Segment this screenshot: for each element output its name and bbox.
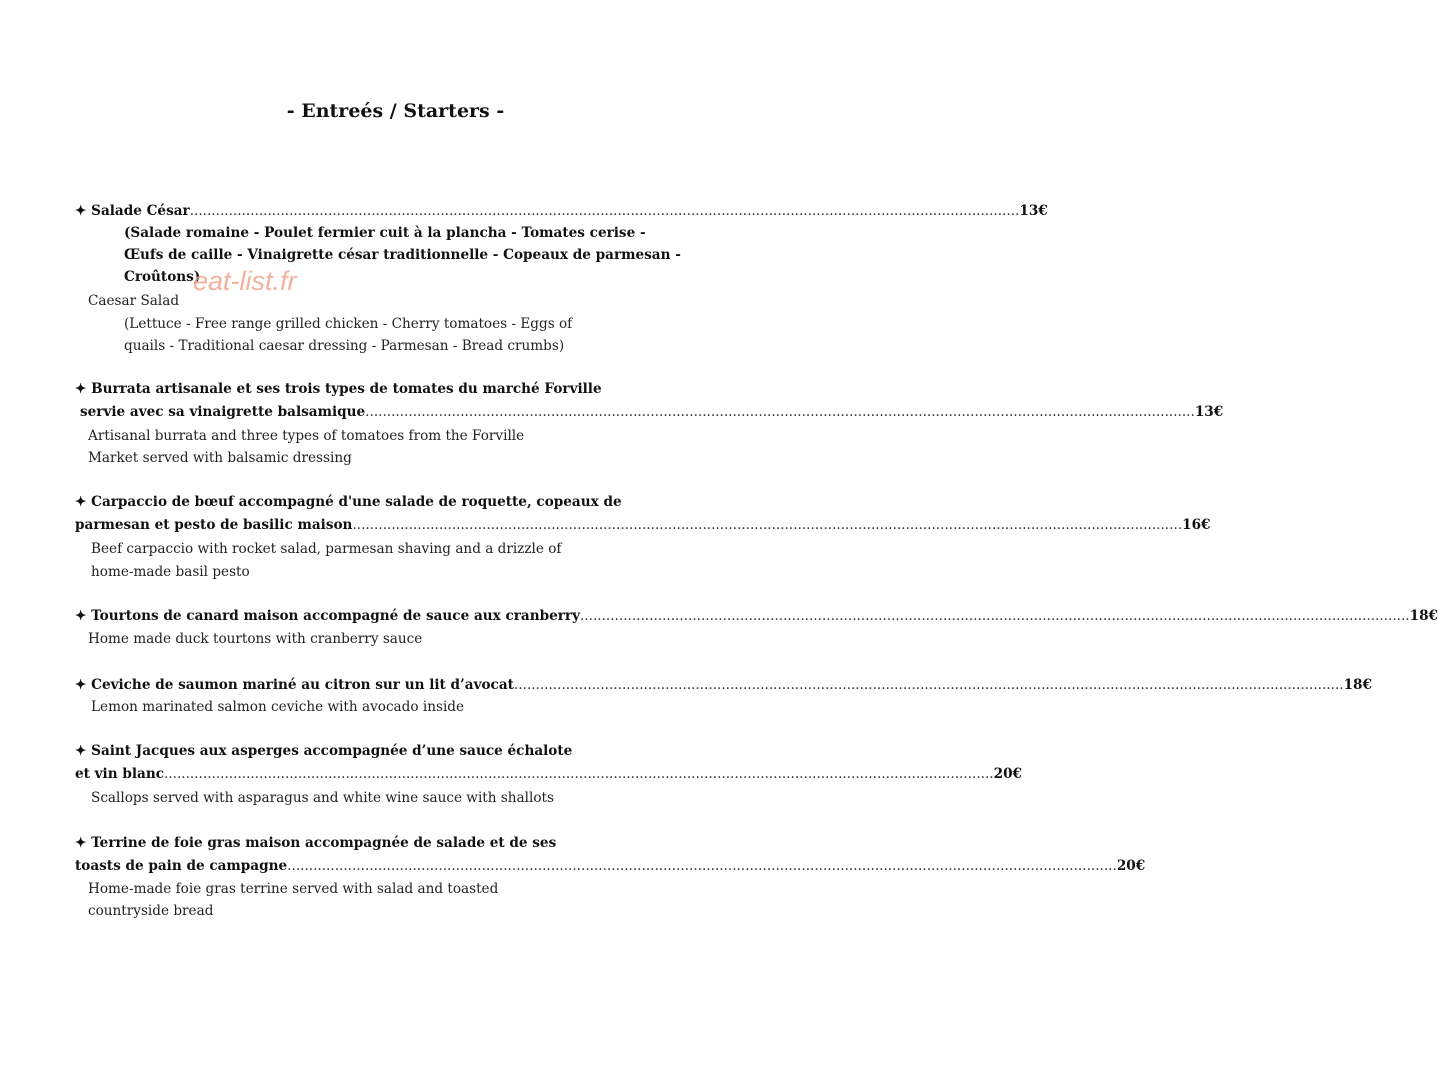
item-desc-en: Home made duck tourtons with cranberry sauce bbox=[88, 631, 423, 647]
menu-item-ceviche bbox=[75, 674, 1372, 696]
item-details-fr: Croûtons) bbox=[124, 269, 201, 285]
dot-leader: ................................................................................................................................................................................................ bbox=[352, 517, 1183, 533]
item-name: ✦ Ceviche de saumon mariné au citron sur un lit d’avocat bbox=[75, 677, 514, 693]
item-price: 13€ bbox=[1019, 203, 1048, 219]
page-title: - Entreés / Starters - bbox=[286, 100, 505, 122]
item-details-en: quails - Traditional caesar dressing - Parmesan - Bread crumbs) bbox=[124, 338, 565, 354]
dot-leader: ................................................................................................................................................................................................ bbox=[189, 203, 1020, 219]
dot-leader: ................................................................................................................................................................................................ bbox=[579, 608, 1410, 624]
menu-item-carpaccio bbox=[75, 514, 1211, 536]
dot-leader: ................................................................................................................................................................................................ bbox=[163, 766, 994, 782]
item-name: ✦ Terrine de foie gras maison accompagnée de salade et de ses bbox=[75, 835, 557, 851]
item-desc-en: home-made basil pesto bbox=[91, 564, 250, 580]
menu-item-tourtons bbox=[75, 605, 1438, 627]
item-desc-en: Artisanal burrata and three types of tomatoes from the Forville bbox=[88, 428, 525, 444]
menu-item-saint-jacques bbox=[75, 763, 1023, 785]
menu-item-terrine bbox=[75, 855, 1146, 877]
item-desc-en: Home-made foie gras terrine served with salad and toasted bbox=[88, 881, 499, 897]
item-name: ✦ Carpaccio de bœuf accompagné d'une salade de roquette, copeaux de bbox=[75, 494, 622, 510]
item-price: 20€ bbox=[1116, 858, 1146, 874]
item-details-fr: (Salade romaine - Poulet fermier cuit à la plancha - Tomates cerise - bbox=[124, 225, 646, 241]
item-desc-en: Market served with balsamic dressing bbox=[88, 450, 352, 466]
item-desc-en: Scallops served with asparagus and white wine sauce with shallots bbox=[91, 790, 554, 806]
item-price: 13€ bbox=[1194, 404, 1224, 420]
item-price: 20€ bbox=[993, 766, 1023, 782]
item-price: 18€ bbox=[1343, 677, 1372, 693]
dot-leader: ................................................................................................................................................................................................ bbox=[513, 677, 1344, 693]
item-details-en: (Lettuce - Free range grilled chicken - Cherry tomatoes - Eggs of bbox=[124, 316, 573, 332]
item-name: ✦ Salade César bbox=[75, 203, 190, 219]
item-desc-en: Beef carpaccio with rocket salad, parmesan shaving and a drizzle of bbox=[91, 541, 562, 557]
watermark: eat-list.fr bbox=[193, 266, 297, 296]
menu-item-burrata bbox=[80, 401, 1224, 423]
item-name: ✦ Tourtons de canard maison accompagné de sauce aux cranberry bbox=[75, 608, 580, 624]
item-name-en: Caesar Salad bbox=[88, 293, 180, 309]
dot-leader: ................................................................................................................................................................................................ bbox=[365, 404, 1195, 420]
item-price: 16€ bbox=[1182, 517, 1211, 533]
item-desc-en: countryside bread bbox=[88, 903, 214, 919]
dot-leader: ................................................................................................................................................................................................ bbox=[287, 858, 1117, 874]
item-name: et vin blanc bbox=[75, 766, 164, 782]
menu-item-salade-cesar bbox=[75, 200, 1048, 222]
item-name: ✦ Saint Jacques aux asperges accompagnée d’une sauce échalote bbox=[75, 743, 573, 759]
item-name: ✦ Burrata artisanale et ses trois types de tomates du marché Forville bbox=[75, 381, 602, 397]
item-name: parmesan et pesto de basilic maison bbox=[75, 517, 353, 533]
item-name: servie avec sa vinaigrette balsamique bbox=[80, 404, 366, 420]
item-name: toasts de pain de campagne bbox=[75, 858, 288, 874]
item-details-fr: Œufs de caille - Vinaigrette césar traditionnelle - Copeaux de parmesan - bbox=[124, 247, 681, 263]
item-desc-en: Lemon marinated salmon ceviche with avocado inside bbox=[91, 699, 465, 715]
item-price: 18€ bbox=[1409, 608, 1438, 624]
